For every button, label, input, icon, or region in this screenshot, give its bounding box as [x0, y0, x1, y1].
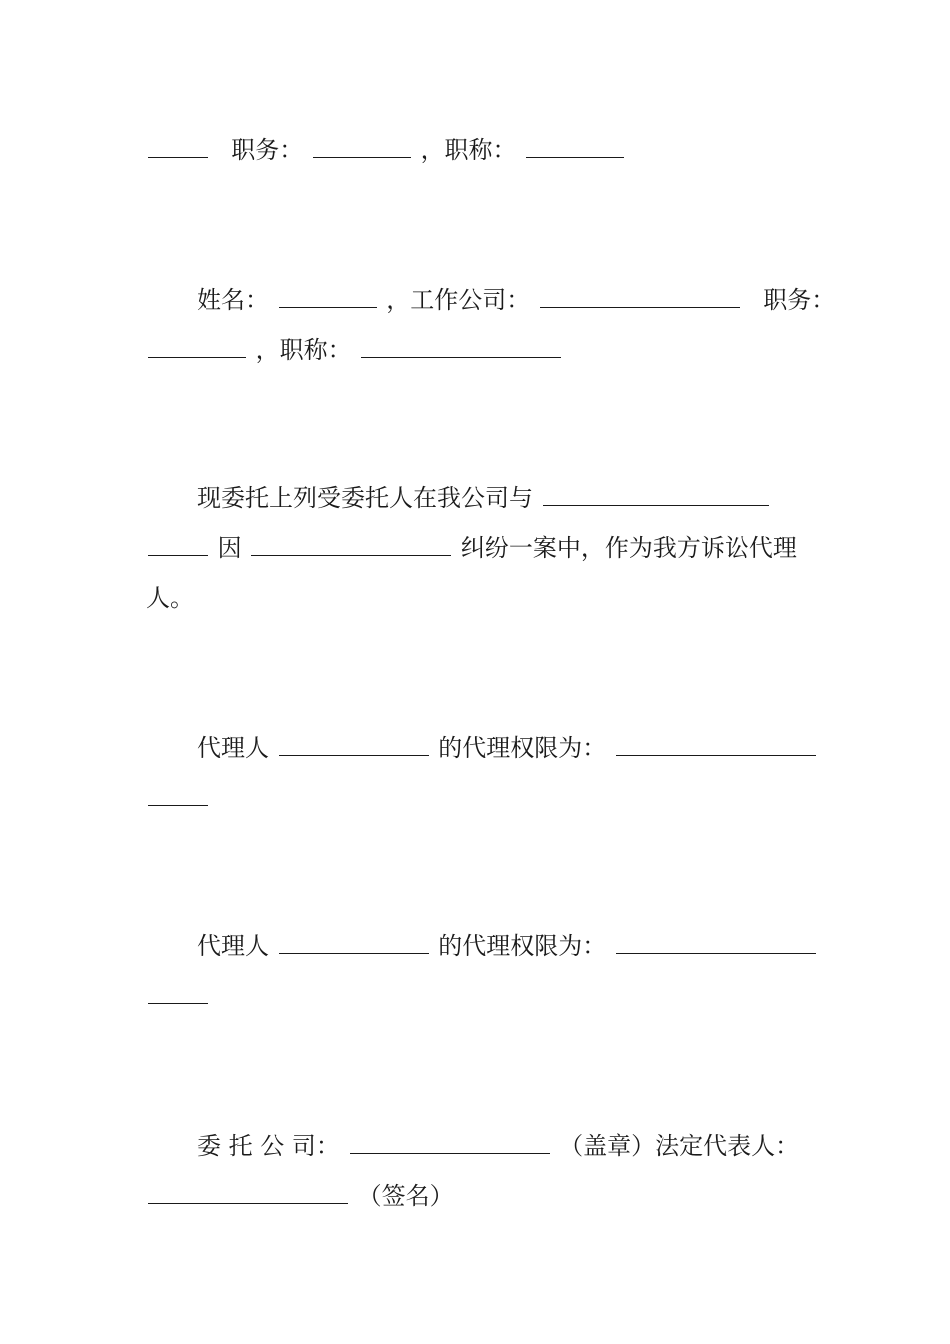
blank-agent-1[interactable] [279, 729, 429, 756]
line-agent-end [146, 578, 826, 618]
line-company-seal [197, 1126, 877, 1166]
agent-end-text: 人。 [146, 584, 194, 612]
blank-role-2[interactable] [148, 331, 246, 358]
label-company: ，工作公司： [386, 286, 531, 314]
line-authority-cont-1 [146, 778, 826, 818]
dispute-because: 因 [217, 534, 242, 562]
line-role-title-1 [146, 130, 826, 170]
label-name: 姓名： [197, 286, 269, 314]
line-authority-cont-2 [146, 976, 826, 1016]
authority-label-2: 的代理权限为： [438, 932, 607, 960]
line-entrust [197, 478, 877, 518]
blank-agent-2[interactable] [279, 927, 429, 954]
label-role-2: 职务： [763, 286, 836, 314]
label-role: 职务： [231, 136, 304, 164]
blank-signature[interactable] [148, 1177, 348, 1204]
line-agent-authority-2 [197, 926, 877, 966]
line-dispute [146, 528, 826, 568]
company-label: 委 托 公 司： [197, 1132, 340, 1160]
line-name-company [197, 280, 877, 320]
blank-authority-1[interactable] [616, 729, 816, 756]
blank-dispute[interactable] [251, 529, 451, 556]
blank-name[interactable] [279, 281, 377, 308]
entrust-text: 现委托上列受委托人在我公司与 [197, 484, 533, 512]
blank-opponent[interactable] [543, 479, 769, 506]
authority-label-1: 的代理权限为： [438, 734, 607, 762]
line-agent-authority-1 [197, 728, 877, 768]
blank-authority-cont-2[interactable] [148, 977, 208, 1004]
agent-label-2: 代理人 [197, 932, 269, 960]
blank-company-seal[interactable] [350, 1127, 550, 1154]
blank-field[interactable] [148, 131, 208, 158]
agent-label-1: 代理人 [197, 734, 269, 762]
blank-opponent-cont[interactable] [148, 529, 208, 556]
blank-authority-2[interactable] [616, 927, 816, 954]
blank-title-2[interactable] [361, 331, 561, 358]
signature-label: （签名） [357, 1182, 454, 1210]
blank-company[interactable] [540, 281, 740, 308]
dispute-text: 纠纷一案中，作为我方诉讼代理 [460, 534, 797, 562]
blank-authority-cont-1[interactable] [148, 779, 208, 806]
line-signature [146, 1176, 826, 1216]
blank-title[interactable] [526, 131, 624, 158]
line-role-title-2 [146, 330, 826, 370]
label-title: ，职称： [420, 136, 517, 164]
seal-rep-label: （盖章）法定代表人： [559, 1132, 800, 1160]
label-title-2: ，职称： [255, 336, 352, 364]
blank-role[interactable] [313, 131, 411, 158]
